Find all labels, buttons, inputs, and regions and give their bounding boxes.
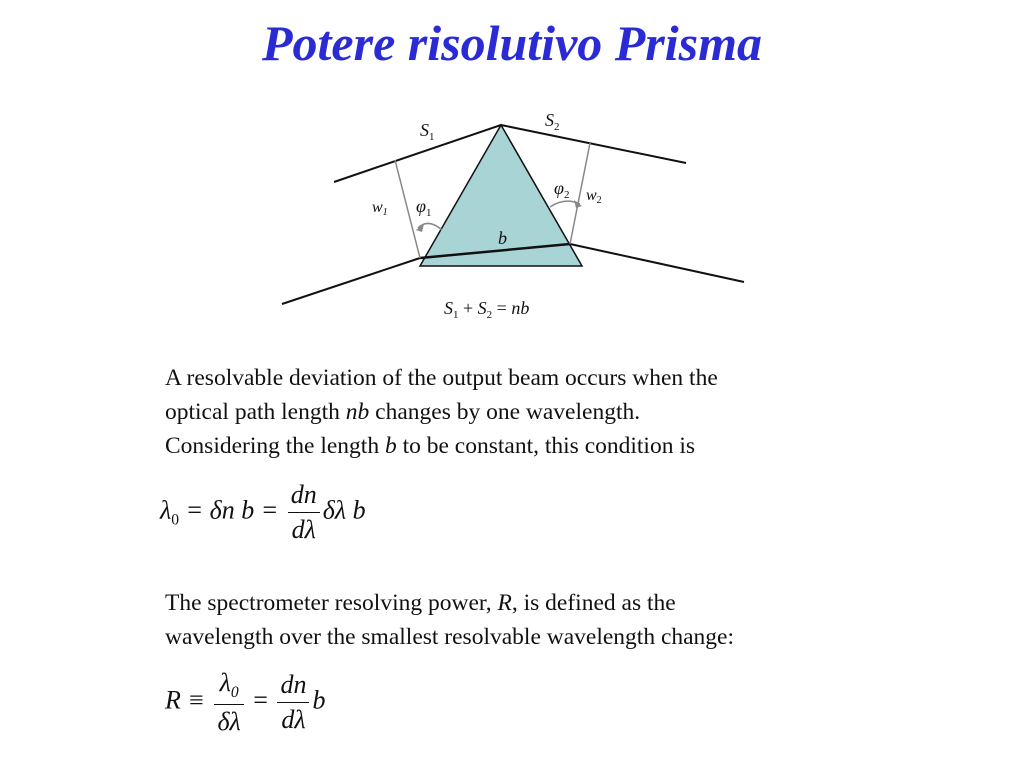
equation-resolving-power: R ≡ $\frac{\lambda_0}{\delta\lambda}$ = $\frac{dn}{d\lambda}$ b	[165, 668, 326, 737]
slide-title: Potere risolutivo Prisma	[262, 15, 762, 71]
label-w2: w2	[586, 187, 602, 206]
label-phi2: $\varphi_2$	[554, 178, 570, 201]
paragraph-resolving-power	[165, 586, 734, 654]
paragraph1-line3: Considering the length b to be constant, this condition is	[165, 433, 696, 459]
fraction-dn-dlambda: $\frac{dn}{d\lambda}$	[288, 480, 320, 545]
equation-condition: $\lambda_0 = \delta n$ b = $\frac{dn}{d\lambda}$ δλ b	[160, 480, 366, 544]
fraction-lambda0-dlambda: $\frac{\lambda_0}{\delta\lambda}$	[214, 668, 243, 737]
paragraph2-line2: wavelength over the smallest resolvable wavelength change:	[165, 624, 735, 650]
arrowhead-phi1	[416, 224, 424, 232]
fraction-dn-dlambda-2: $\frac{dn}{d\lambda}$	[277, 670, 309, 735]
paragraph2-line1: The spectrometer resolving power, R, is defined as the	[165, 590, 676, 616]
prism-diagram	[270, 100, 760, 330]
label-b: b	[498, 228, 507, 248]
paragraph-deviation	[165, 361, 718, 463]
label-w1: w1	[372, 199, 388, 218]
outgoing-ray-top	[501, 125, 686, 163]
incoming-ray-bottom	[282, 258, 420, 304]
paragraph1-line1: A resolvable deviation of the output beam occurs when the	[165, 365, 718, 391]
paragraph1-line2: optical path length nb changes by one wavelength.	[165, 399, 641, 425]
label-phi1: $\varphi_1$	[416, 196, 432, 219]
outgoing-ray-bottom	[570, 244, 744, 282]
label-s2: $S_2$	[545, 110, 560, 133]
label-s1: $S_1$	[420, 120, 435, 143]
diagram-equation: $S_1 + S_2$ = nb	[444, 298, 530, 321]
